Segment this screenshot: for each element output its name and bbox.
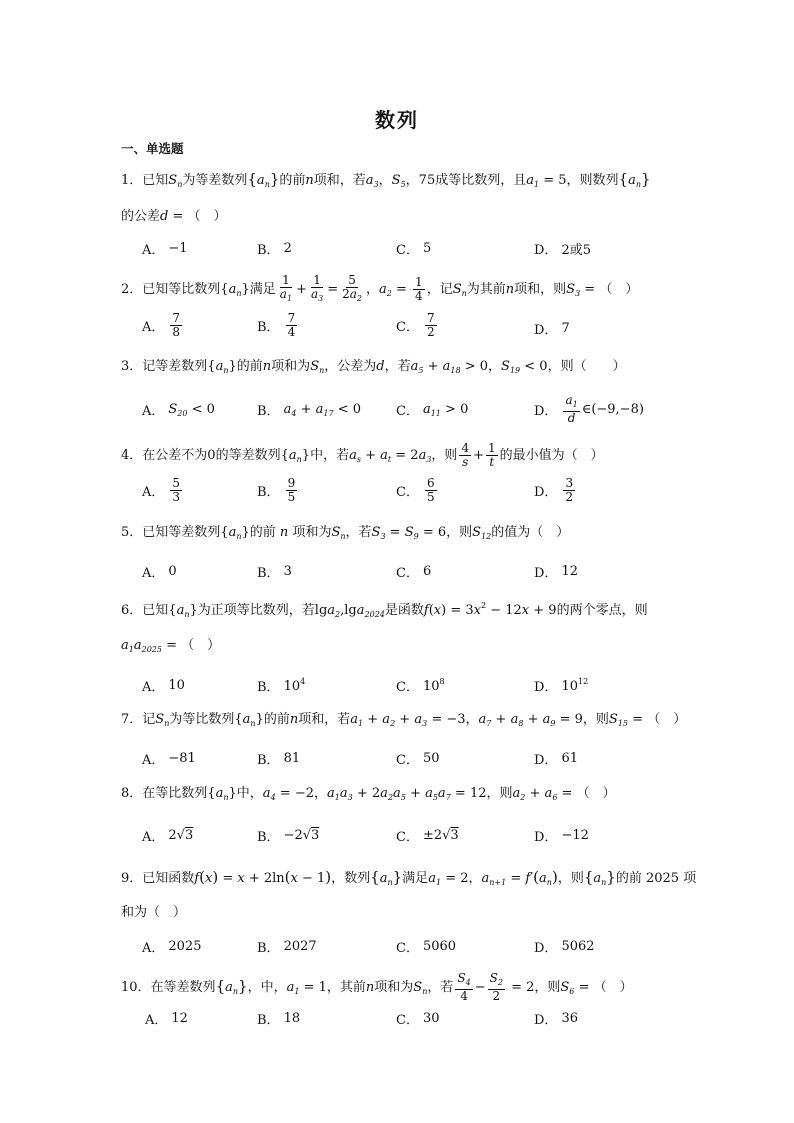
option-a[interactable]: A． $S_{20} < 0$: [142, 401, 215, 419]
question-8: 8．在等比数列$\{a_n\}$中，$a_4 = -2$，$a_1a_3 + 2a_2a_5 + a_5a_7 = 12$，则$a_2 + a_6$ = （ ）: [121, 786, 616, 802]
option-b[interactable]: B． $\frac{7}{4}$: [257, 311, 296, 339]
question-7: 7．记$S_n$为等比数列$\{a_n\}$的前n项和，若$a_1 + a_2 + a_3 = -3$，$a_7 + a_8 + a_9 = 9$，则$S_{15}$ = （ ）: [121, 712, 687, 728]
question-10: 10．在等差数列$\{a_n\}$，中，$a_1 = 1$，其前n项和为$S_n$，若 $\frac{S_4}{4}$ − $\frac{S_2}{2}$ = 2，则$S_6$ = （ ）: [121, 971, 633, 1003]
option-a[interactable]: A． 0: [142, 564, 177, 581]
option-b[interactable]: B． $a_4 + a_{17} < 0$: [257, 401, 361, 419]
option-a[interactable]: A． $\frac{7}{8}$: [142, 311, 181, 339]
option-c[interactable]: C． $10^8$: [396, 677, 445, 695]
option-d[interactable]: D． 7: [534, 321, 570, 338]
option-d[interactable]: D． 12: [534, 564, 578, 581]
option-b[interactable]: B． $\frac{9}{5}$: [257, 476, 296, 504]
option-d[interactable]: D． $\frac{3}{2}$: [534, 476, 574, 504]
option-c[interactable]: C． 5: [396, 241, 432, 258]
question-9: 9．已知函数f(x) = x + 2ln(x − 1)，数列$\{a_n\}$满足$a_1 = 2$，$a_{n+1} = f'(a_n)$，则$\{a_n\}$的前 2025 项: [121, 868, 697, 887]
option-a[interactable]: A． 12: [145, 1011, 188, 1028]
option-c[interactable]: C． 30: [396, 1011, 440, 1028]
question-4: 4．在公差不为0的等差数列$\{a_n\}$中，若$a_s + a_t = 2a_3$，则 $\frac{4}{s}$ + $\frac{1}{t}$ 的最小值为（ ）: [121, 441, 604, 469]
option-a[interactable]: A． −1: [142, 241, 188, 258]
question-1: 1．已知$S_n$为等差数列$\{a_n\}$的前n项和，若$a_3$，$S_5$，75成等比数列，且$a_1 = 5$，则数列$\{a_n\}$: [121, 170, 651, 189]
option-d[interactable]: D． −12: [534, 828, 589, 845]
question-6: 6．已知$\{a_n\}$为正项等比数列，若lga$_2$,lga$_{2024}$是函数$f(x) = 3x^2 - 12x + 9$的两个零点，则: [121, 601, 648, 619]
option-c[interactable]: C． ±2√3: [396, 828, 459, 845]
option-b[interactable]: B． 3: [257, 564, 292, 581]
option-c[interactable]: C． $a_{11} > 0$: [396, 401, 469, 419]
option-d[interactable]: D． 5062: [534, 939, 595, 956]
option-d[interactable]: D． 36: [534, 1011, 578, 1028]
option-d[interactable]: D． 2或5: [534, 243, 591, 258]
option-a[interactable]: A． 2√3: [142, 828, 194, 845]
question-3: 3．记等差数列$\{a_n\}$的前n项和为$S_n$，公差为d，若$a_5 + a_{18} > 0$，$S_{19} < 0$，则（ ）: [121, 359, 626, 375]
option-a[interactable]: A． 10: [142, 678, 185, 695]
option-c[interactable]: C． $\frac{6}{5}$: [396, 476, 435, 504]
section-heading: 一、单选题: [121, 141, 184, 156]
option-b[interactable]: B． 2027: [257, 939, 317, 956]
question-5: 5．已知等差数列$\{a_n\}$的前 n 项和为$S_n$，若$S_3 = S_9 = 6$，则$S_{12}$的值为（ ）: [121, 525, 570, 541]
option-b[interactable]: B． 18: [257, 1011, 301, 1028]
option-c[interactable]: C． 6: [396, 564, 432, 581]
option-b[interactable]: B． $10^4$: [257, 677, 306, 695]
option-b[interactable]: B． 2: [257, 241, 292, 258]
option-d[interactable]: D． $\frac{a_1}{d}$ ∈ (−9,−8): [534, 393, 644, 425]
page-title: 数列: [375, 108, 419, 132]
option-c[interactable]: C． 50: [396, 751, 440, 768]
question-6-line-2: $a_1a_{2025}$ = （ ）: [121, 638, 221, 654]
option-d[interactable]: D． $10^{12}$: [534, 677, 589, 695]
question-9-line-2: 和为（ ）: [121, 905, 187, 920]
option-a[interactable]: A． −81: [142, 751, 196, 768]
option-b[interactable]: B． −2√3: [257, 828, 320, 845]
option-d[interactable]: D． 61: [534, 751, 578, 768]
option-a[interactable]: A． $\frac{5}{3}$: [142, 476, 181, 504]
question-1-line-2: 的公差d = （ ）: [121, 209, 227, 224]
option-a[interactable]: A． 2025: [142, 939, 202, 956]
option-b[interactable]: B． 81: [257, 751, 301, 768]
option-c[interactable]: C． $\frac{7}{2}$: [396, 311, 435, 339]
question-2: 2．已知等比数列$\{a_n\}$满足 $\frac{1}{a_1}$ + $\frac{1}{a_3}$ = $\frac{5}{2a_2}$ ，$a_2$ = $\frac{1}{4}$ ，记$S_n$为其前n项和，则$S_3$ = （ ）: [121, 273, 639, 303]
option-c[interactable]: C． 5060: [396, 939, 457, 956]
